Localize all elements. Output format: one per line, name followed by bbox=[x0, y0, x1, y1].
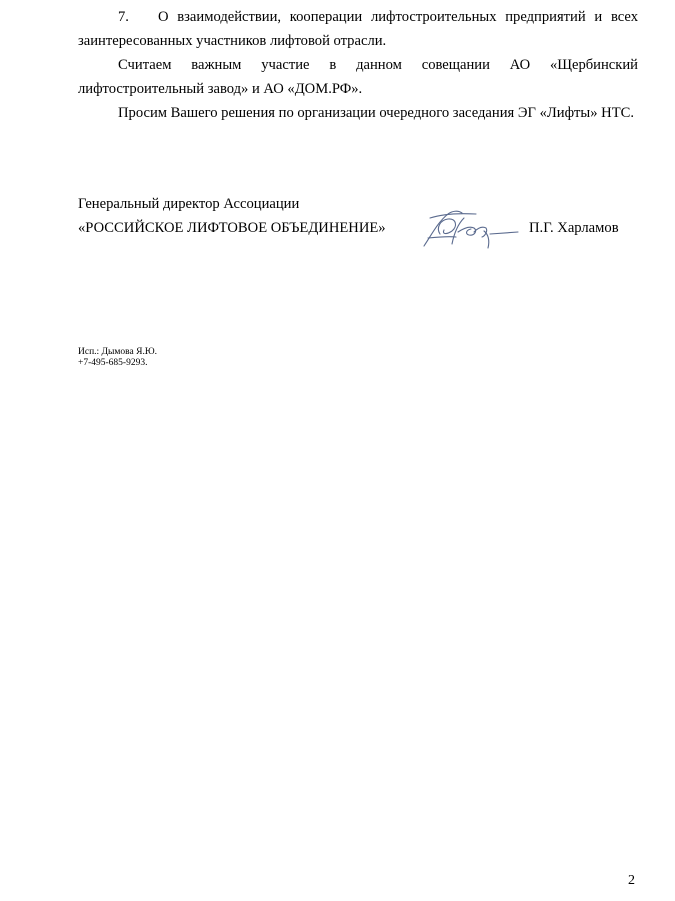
executor-phone: +7-495-685-9293. bbox=[78, 358, 148, 368]
signatory-title: Генеральный директор Ассоциации bbox=[78, 196, 300, 212]
executor-info bbox=[78, 347, 157, 369]
item-number: 7. bbox=[118, 9, 129, 25]
paragraph-request: Просим Вашего решения по организации очередного заседания ЭГ «Лифты» НТС. bbox=[118, 105, 635, 121]
paragraph-participation: Считаем важным участие в данном совещании АО «Щербинский лифтостроительный завод» и АО «ДОМ.РФ». bbox=[78, 57, 638, 97]
paragraph-item-7 bbox=[78, 5, 638, 53]
executor-name: Исп.: Дымова Я.Ю. bbox=[78, 347, 157, 357]
signature-block bbox=[78, 192, 638, 240]
letter-body bbox=[78, 5, 638, 125]
handwritten-signature bbox=[418, 204, 526, 254]
signatory-row bbox=[78, 216, 638, 240]
item-7-text: О взаимодействии, кооперации лифтостроительных предприятий и всех заинтересованных участников лифтовой отрасли. bbox=[78, 9, 638, 49]
page-number: 2 bbox=[628, 873, 635, 888]
organization-name: «РОССИЙСКОЕ ЛИФТОВОЕ ОБЪЕДИНЕНИЕ» bbox=[78, 220, 386, 236]
signatory-name: П.Г. Харламов bbox=[529, 220, 619, 236]
